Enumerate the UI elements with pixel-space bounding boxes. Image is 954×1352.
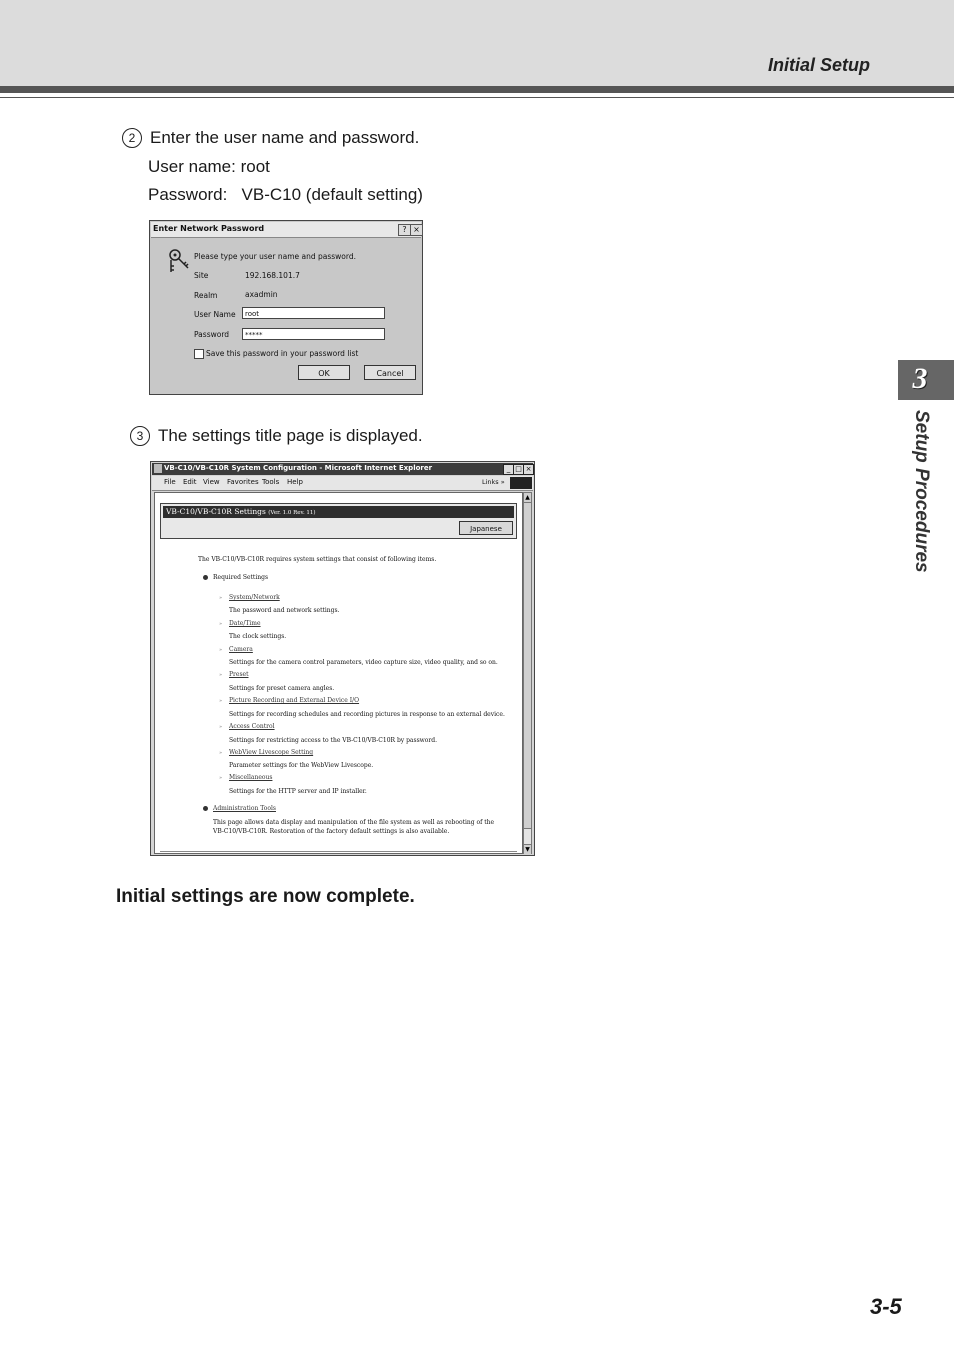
network-password-dialog bbox=[149, 220, 423, 395]
site-value: 192.168.101.7 bbox=[245, 271, 300, 280]
required-heading: Required Settings bbox=[213, 574, 269, 581]
menu-tools[interactable]: Tools bbox=[262, 478, 280, 486]
link-camera[interactable]: Camera bbox=[229, 646, 253, 653]
settings-title-frame bbox=[160, 503, 517, 539]
username-input[interactable]: root bbox=[242, 307, 385, 319]
menu-favorites[interactable]: Favorites bbox=[227, 478, 259, 486]
item-bullet-icon: » bbox=[219, 775, 223, 781]
ie-icon bbox=[154, 464, 162, 473]
admin-desc-line-2: VB-C10/VB-C10R. Restoration of the factory default settings is also available. bbox=[213, 828, 450, 835]
password-label: Password bbox=[194, 330, 230, 339]
menu-edit[interactable]: Edit bbox=[183, 478, 197, 486]
dialog-titlebar bbox=[151, 222, 421, 238]
realm-value: axadmin bbox=[245, 290, 278, 299]
section-title: Initial Setup bbox=[767, 55, 870, 75]
item-bullet-icon: » bbox=[219, 750, 223, 756]
link-date-time[interactable]: Date/Time bbox=[229, 620, 261, 627]
ok-button[interactable]: OK bbox=[298, 365, 350, 380]
menu-bar bbox=[152, 476, 533, 491]
divider bbox=[160, 851, 517, 852]
chapter-tab bbox=[898, 360, 954, 400]
save-password-checkbox[interactable] bbox=[194, 349, 204, 359]
close-button[interactable]: × bbox=[523, 464, 534, 475]
link-preset[interactable]: Preset bbox=[229, 671, 249, 678]
scroll-thumb[interactable] bbox=[524, 503, 531, 829]
menu-view[interactable]: View bbox=[203, 478, 220, 486]
chapter-label: Setup Procedures bbox=[911, 410, 932, 573]
chapter-number: 3 bbox=[912, 362, 928, 395]
password-line: Password: VB-C10 (default setting) bbox=[148, 185, 423, 204]
item-bullet-icon: » bbox=[219, 672, 223, 678]
dialog-title: Enter Network Password bbox=[153, 224, 265, 233]
item-desc: Parameter settings for the WebView Livescope. bbox=[229, 762, 374, 769]
ie-logo-icon bbox=[510, 477, 532, 489]
item-bullet-icon: » bbox=[219, 724, 223, 730]
cancel-button[interactable]: Cancel bbox=[364, 365, 416, 380]
username-line: User name: root bbox=[148, 157, 270, 176]
step-text: Enter the user name and password. bbox=[150, 128, 420, 147]
link-system-network[interactable]: System/Network bbox=[229, 594, 280, 601]
item-desc: Settings for restricting access to the VB-C10/VB-C10R by password. bbox=[229, 737, 438, 744]
menu-file[interactable]: File bbox=[164, 478, 176, 486]
maximize-button[interactable]: □ bbox=[513, 464, 524, 475]
key-icon bbox=[168, 248, 190, 274]
intro-text: The VB-C10/VB-C10R requires system settings that consist of following items. bbox=[198, 556, 437, 563]
link-miscellaneous[interactable]: Miscellaneous bbox=[229, 774, 273, 781]
item-desc: Settings for the HTTP server and IP installer. bbox=[229, 788, 367, 795]
item-desc: Settings for recording schedules and recording pictures in response to an external device. bbox=[229, 711, 505, 718]
step-text: The settings title page is displayed. bbox=[158, 426, 423, 445]
page-number: 3-5 bbox=[870, 1294, 902, 1319]
bullet-icon bbox=[203, 575, 208, 580]
browser-window bbox=[150, 461, 535, 856]
step-number: 3 bbox=[130, 426, 150, 446]
close-button[interactable]: × bbox=[410, 224, 423, 236]
password-input[interactable]: ***** bbox=[242, 328, 385, 340]
item-bullet-icon: » bbox=[219, 621, 223, 627]
link-administration-tools[interactable]: Administration Tools bbox=[213, 805, 276, 812]
completion-text: Initial settings are now complete. bbox=[116, 886, 415, 907]
site-label: Site bbox=[194, 271, 209, 280]
realm-label: Realm bbox=[194, 291, 218, 300]
menu-help[interactable]: Help bbox=[287, 478, 303, 486]
settings-title bbox=[163, 506, 514, 518]
item-bullet-icon: » bbox=[219, 647, 223, 653]
links-button[interactable]: Links » bbox=[482, 478, 505, 486]
link-webview-livescope[interactable]: WebView Livescope Setting bbox=[229, 749, 314, 756]
step-3 bbox=[130, 422, 423, 450]
admin-desc-line-1: This page allows data display and manipulation of the file system as well as rebooting of the bbox=[213, 819, 495, 826]
dialog-prompt: Please type your user name and password. bbox=[194, 252, 356, 261]
step-number: 2 bbox=[122, 128, 142, 148]
link-access-control[interactable]: Access Control bbox=[229, 723, 275, 730]
page-content bbox=[154, 492, 523, 854]
scroll-down-icon[interactable]: ▼ bbox=[525, 846, 530, 853]
username-label: User Name bbox=[194, 310, 236, 319]
header-rule-thick bbox=[0, 86, 954, 93]
browser-title: VB-C10/VB-C10R System Configuration - Microsoft Internet Explorer bbox=[164, 464, 433, 472]
item-desc: The clock settings. bbox=[229, 633, 287, 640]
step-2 bbox=[122, 124, 419, 152]
japanese-button[interactable]: Japanese bbox=[459, 521, 513, 535]
link-picture-recording[interactable]: Picture Recording and External Device I/O bbox=[229, 697, 360, 704]
item-desc: Settings for preset camera angles. bbox=[229, 685, 335, 692]
item-bullet-icon: » bbox=[219, 698, 223, 704]
help-button[interactable]: ? bbox=[398, 224, 411, 236]
item-desc: The password and network settings. bbox=[229, 607, 340, 614]
version-text: (Ver. 1.0 Rev. 11) bbox=[268, 510, 316, 516]
header-rule-thin bbox=[0, 97, 954, 98]
browser-titlebar bbox=[152, 463, 533, 475]
minimize-button[interactable]: _ bbox=[503, 464, 514, 475]
settings-title-text: VB-C10/VB-C10R Settings bbox=[166, 507, 266, 516]
scroll-up-icon[interactable]: ▲ bbox=[525, 494, 530, 501]
item-desc: Settings for the camera control parameters, video capture size, video quality, and so on. bbox=[229, 659, 498, 666]
bullet-icon bbox=[203, 806, 208, 811]
vertical-scrollbar[interactable] bbox=[523, 492, 532, 854]
item-bullet-icon: » bbox=[219, 595, 223, 601]
save-password-label: Save this password in your password list bbox=[206, 349, 359, 358]
